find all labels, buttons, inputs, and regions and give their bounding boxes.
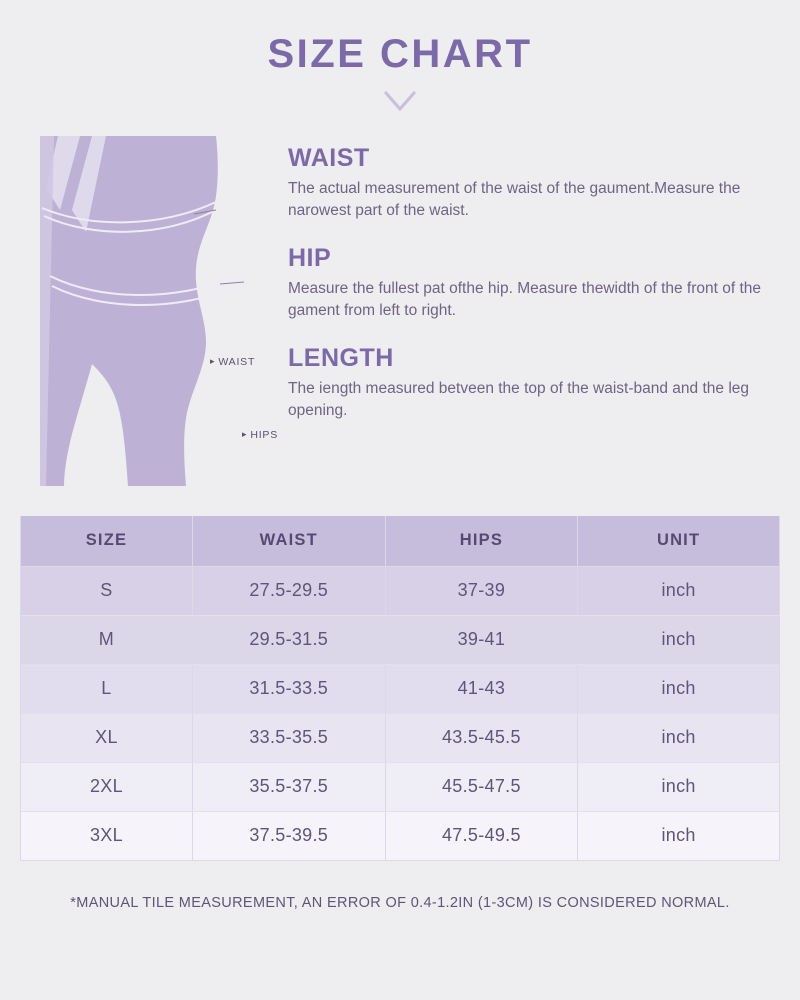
- size-table-wrapper: [20, 516, 780, 861]
- definition-length: [288, 344, 778, 422]
- table-header-unit: UNIT: [578, 516, 780, 566]
- cell-hips: 47.5-49.5: [385, 811, 578, 860]
- size-table: [21, 516, 780, 861]
- cell-unit: inch: [578, 664, 780, 713]
- definition-hip: [288, 244, 778, 322]
- table-row: [21, 664, 780, 713]
- definition-title: WAIST: [288, 144, 370, 172]
- measurement-footnote: *MANUAL TILE MEASUREMENT, AN ERROR OF 0.4-1.2IN (1-3CM) IS CONSIDERED NORMAL.: [70, 894, 730, 911]
- cell-hips: 39-41: [385, 615, 578, 664]
- definitions-list: [268, 136, 778, 422]
- body-figure: [20, 136, 279, 486]
- table-row: [21, 762, 780, 811]
- cell-hips: 37-39: [385, 566, 578, 615]
- cell-waist: 29.5-31.5: [192, 615, 385, 664]
- table-header-size: SIZE: [21, 516, 192, 566]
- cell-hips: 43.5-45.5: [385, 713, 578, 762]
- cell-hips: 45.5-47.5: [385, 762, 578, 811]
- definition-text: The actual measurement of the waist of the gaument.Measure the narowest part of the waist.: [288, 180, 741, 219]
- definition-text: Measure the fullest pat ofthe hip. Measure thewidth of the front of the gament from left to right.: [288, 280, 762, 319]
- table-row: [21, 566, 780, 615]
- intro-section: [0, 136, 800, 486]
- cell-size: L: [21, 664, 192, 713]
- cell-waist: 31.5-33.5: [192, 664, 385, 713]
- cell-unit: inch: [578, 615, 780, 664]
- cell-waist: 37.5-39.5: [192, 811, 385, 860]
- definition-waist: [288, 144, 778, 222]
- figure-label-hips: ▸ HIPS: [242, 429, 279, 441]
- cell-waist: 27.5-29.5: [192, 566, 385, 615]
- cell-waist: 35.5-37.5: [192, 762, 385, 811]
- cell-size: 3XL: [21, 811, 192, 860]
- cell-size: XL: [21, 713, 192, 762]
- cell-size: 2XL: [21, 762, 192, 811]
- cell-unit: inch: [578, 762, 780, 811]
- cell-unit: inch: [578, 566, 780, 615]
- table-header-waist: WAIST: [192, 516, 385, 566]
- cell-unit: inch: [578, 713, 780, 762]
- cell-hips: 41-43: [385, 664, 578, 713]
- table-row: [21, 615, 780, 664]
- table-row: [21, 713, 780, 762]
- cell-unit: inch: [578, 811, 780, 860]
- cell-size: M: [21, 615, 192, 664]
- cell-waist: 33.5-35.5: [192, 713, 385, 762]
- definition-text: The iength measured betveen the top of the waist-band and the leg opening.: [288, 380, 750, 419]
- definition-title: HIP: [288, 244, 332, 272]
- table-header-row: [21, 516, 780, 566]
- pointer-triangle-icon: ▸: [210, 356, 216, 366]
- table-header-hips: HIPS: [385, 516, 578, 566]
- cell-size: S: [21, 566, 192, 615]
- chevron-down-icon: [383, 90, 417, 112]
- page-title: SIZE CHART: [267, 32, 533, 76]
- table-row: [21, 811, 780, 860]
- definition-title: LENGTH: [288, 344, 394, 372]
- pointer-triangle-icon: ▸: [242, 429, 248, 439]
- figure-label-waist: ▸ WAIST: [210, 356, 256, 368]
